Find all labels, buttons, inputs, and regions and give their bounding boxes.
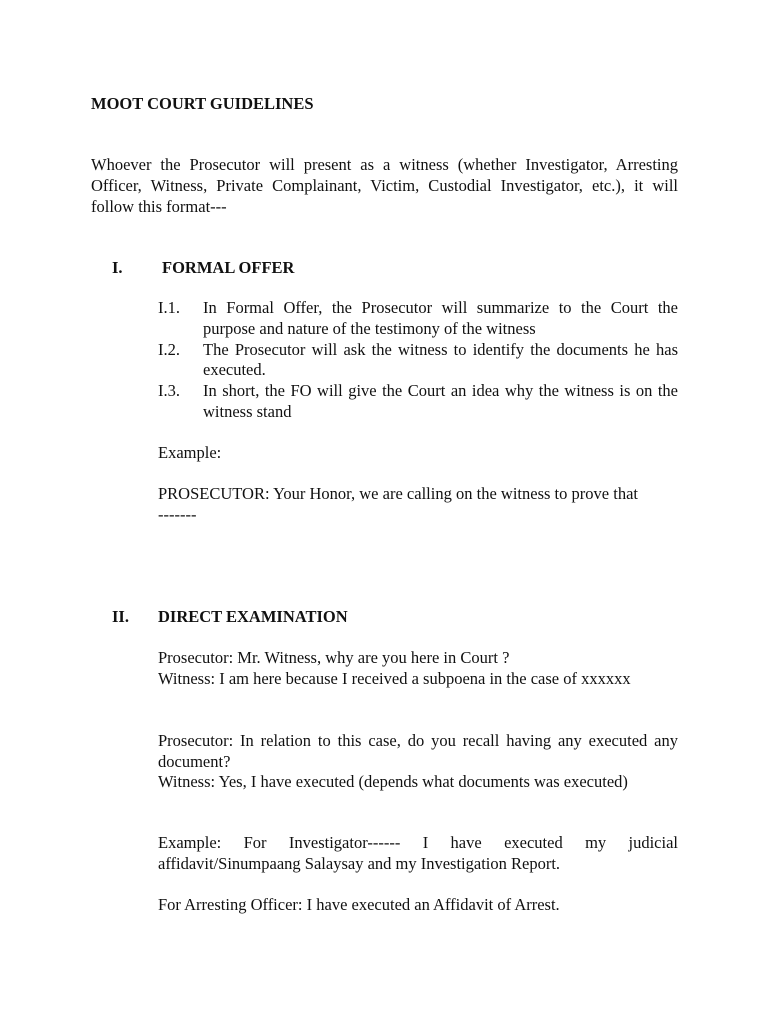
list-item [158,298,678,340]
item-text: The Prosecutor will ask the witness to identify the documents he has executed. [203,339,678,380]
item-text: In Formal Offer, the Prosecutor will summarize to the Court the purpose and nature of the testimony of the witness [203,298,678,338]
example-label: Example: [158,443,222,462]
dialogue-answer-1: Witness: I am here because I received a subpoena in the case of xxxxxx [158,669,631,688]
item-text: In short, the FO will give the Court an idea why the witness is on the witness stand [203,381,678,421]
dialogue-question-2: Prosecutor: In relation to this case, do you recall having any executed any document? [158,731,678,771]
section-1-items [158,298,678,423]
example-investigator: Example: For Investigator------ I have executed my judicial affidavit/Sinumpaang Salaysay and my Investigation Report. [158,833,678,873]
example-text: PROSECUTOR: Your Honor, we are calling on the witness to prove that ------- [158,484,638,524]
list-item [158,340,678,382]
example-arresting-officer: For Arresting Officer: I have executed an Affidavit of Arrest. [158,895,560,914]
dialogue-question-1: Prosecutor: Mr. Witness, why are you here in Court ? [158,648,510,667]
page-title: MOOT COURT GUIDELINES [91,94,314,113]
item-number: I.3. [158,381,180,401]
item-number: I.1. [158,298,180,317]
item-number: I.2. [158,339,180,359]
section-1-heading: FORMAL OFFER [162,258,295,277]
intro-paragraph: Whoever the Prosecutor will present as a witness (whether Investigator, Arresting Officer, Witness, Private Complainant, Victim, Custodial Investigator, etc.), it will follow this format--- [91,155,678,216]
section-2-number: II. [112,607,129,626]
list-item [158,381,678,423]
section-1-number: I. [112,258,123,277]
section-2-heading: DIRECT EXAMINATION [158,607,348,626]
dialogue-answer-2: Witness: Yes, I have executed (depends what documents was executed) [158,772,628,791]
